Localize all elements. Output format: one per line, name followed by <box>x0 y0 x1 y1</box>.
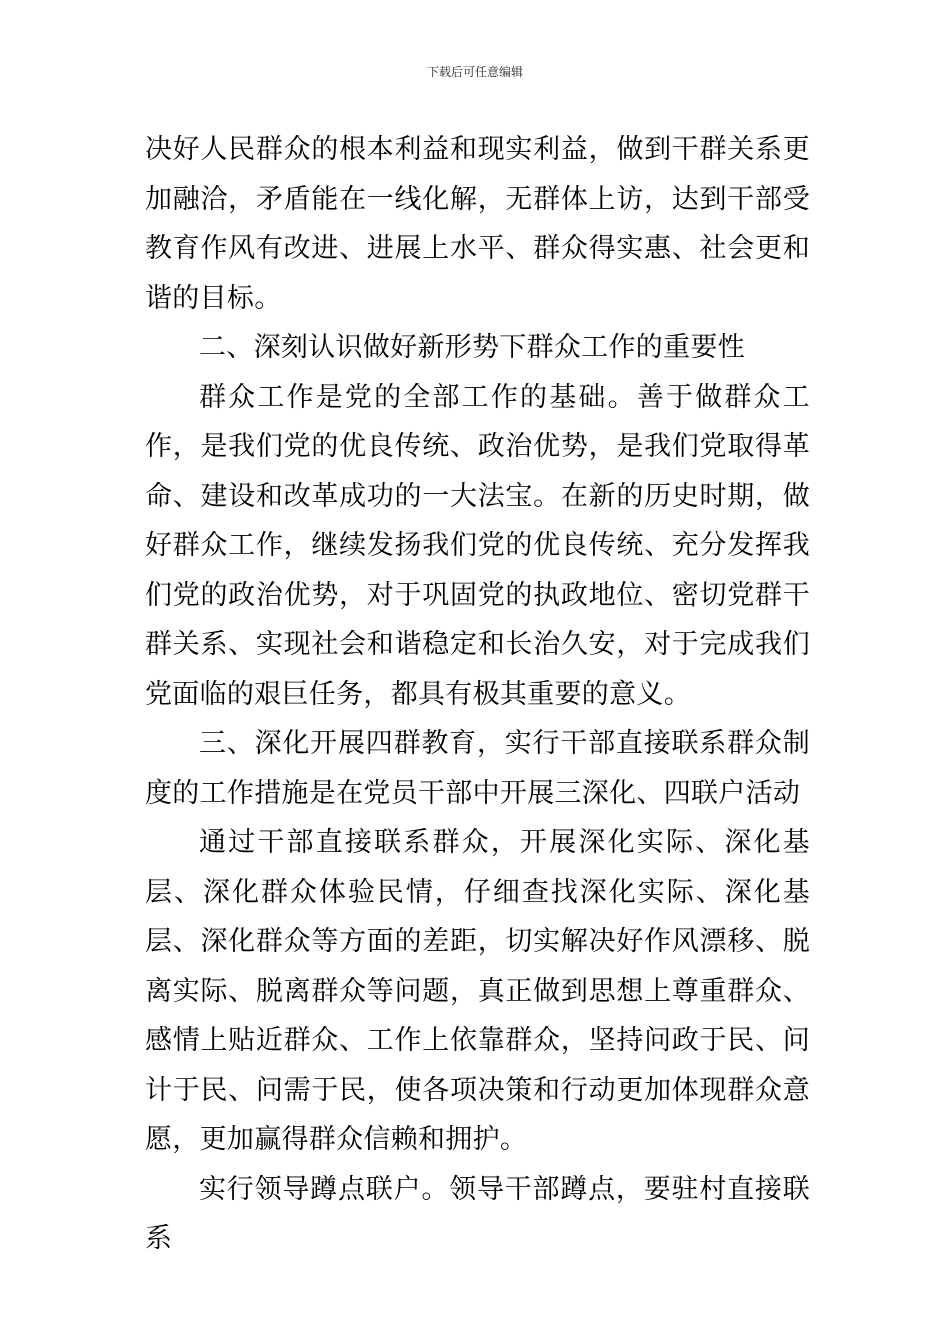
section-heading-3: 三、深化开展四群教育，实行干部直接联系群众制度的工作措施是在党员干部中开展三深化、四联户活动 <box>145 728 810 809</box>
page-header: 下载后可任意编辑 <box>426 65 523 79</box>
section-heading-2: 二、深刻认识做好新形势下群众工作的重要性 <box>199 332 745 363</box>
paragraph-5: 通过干部直接联系群众，开展深化实际、深化基层、深化群众体验民情，仔细查找深化实际、深化基层、深化群众等方面的差距，切实解决好作风漂移、脱离实际、脱离群众等问题，真正做到思想上尊重群众、感情上贴近群众、工作上依靠群众，坚持问政于民、问计于民、问需于民，使各项决策和行动更加体现群众意愿，更加赢得群众信赖和拥护。 <box>145 827 810 1155</box>
paragraph-1: 决好人民群众的根本利益和现实利益，做到干群关系更加融洽，矛盾能在一线化解，无群体上访，达到干部受教育作风有改进、进展上水平、群众得实惠、社会更和谐的目标。 <box>145 134 810 314</box>
paragraph-6: 实行领导蹲点联户。领导干部蹲点，要驻村直接联系 <box>145 1173 810 1254</box>
paragraph-3: 群众工作是党的全部工作的基础。善于做群众工作，是我们党的优良传统、政治优势，是我们党取得革命、建设和改革成功的一大法宝。在新的历史时期，做好群众工作，继续发扬我们党的优良传统、充分发挥我们党的政治优势，对于巩固党的执政地位、密切党群干群关系、实现社会和谐稳定和长治久安，对于完成我们党面临的艰巨任务，都具有极其重要的意义。 <box>145 381 810 710</box>
document-body <box>145 125 810 1264</box>
